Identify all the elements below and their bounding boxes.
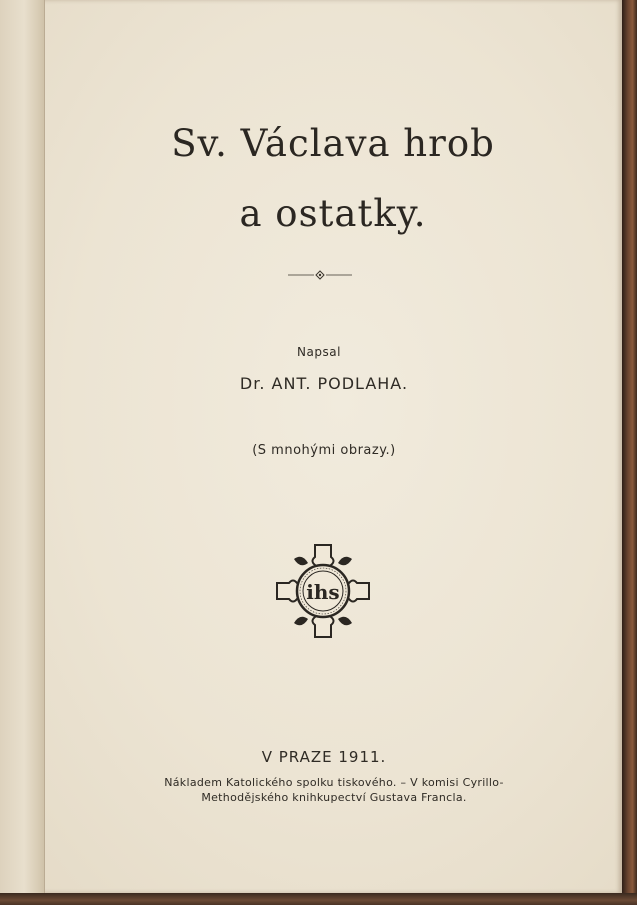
- title-line-1: Sv. Václava hrob: [171, 122, 495, 165]
- page-gutter: [0, 0, 45, 893]
- illustration-note: (S mnohými obrazy.): [252, 443, 396, 458]
- divider-ornament: [288, 269, 352, 281]
- binding-edge-bottom: [0, 893, 637, 905]
- title-line-2: a ostatky.: [239, 192, 427, 235]
- imprint-line-1: Nákladem Katolického spolku tiskového. – V komisi Cyrillo-: [164, 776, 504, 789]
- binding-edge-right: [622, 0, 637, 905]
- author-name: Dr. ANT. PODLAHA.: [239, 374, 409, 393]
- ihs-cross-emblem: [274, 541, 372, 641]
- page-content: [44, 0, 622, 893]
- byline-label: Napsal: [297, 345, 341, 359]
- place-and-year: V PRAZE 1911.: [261, 748, 387, 766]
- imprint-line-2: Methodějského knihkupectví Gustava Francla.: [201, 791, 467, 804]
- emblem-monogram: ihs: [306, 580, 340, 604]
